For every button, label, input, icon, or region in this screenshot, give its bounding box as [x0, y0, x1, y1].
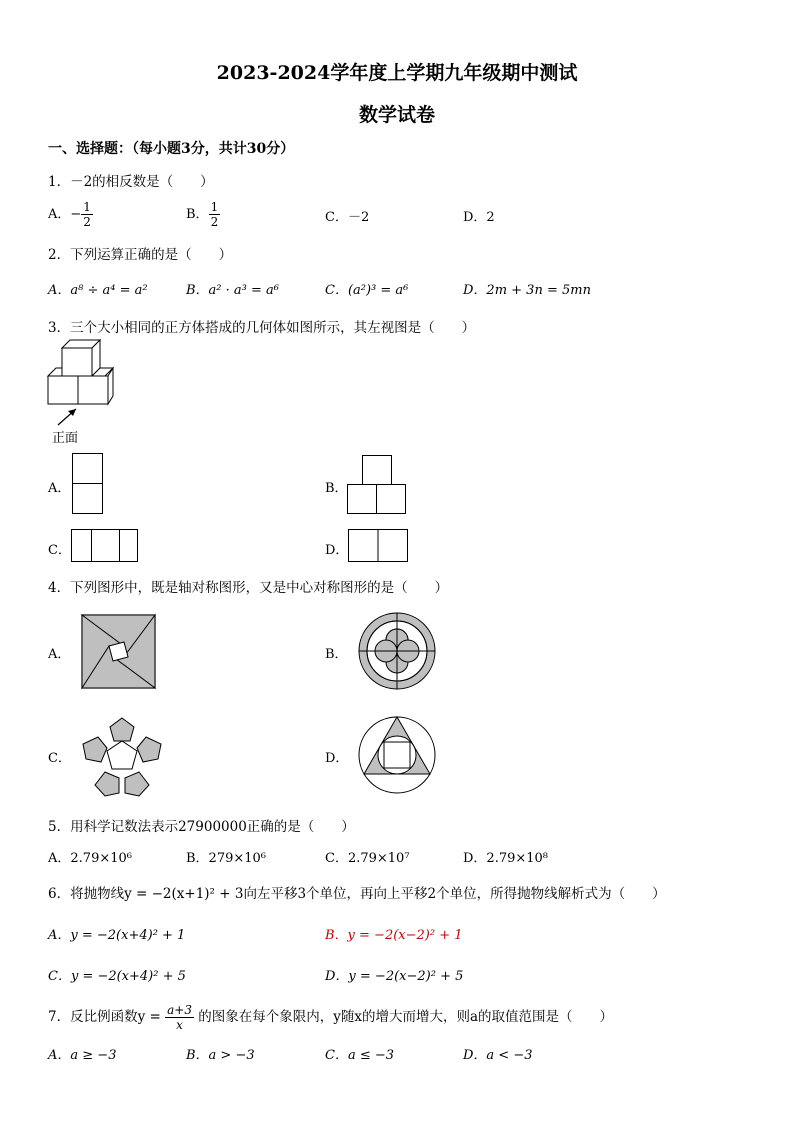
q5-option-d: D．2.79×10⁸ [463, 851, 549, 866]
q4-option-a: A． [48, 647, 71, 662]
question-7-stem [48, 1003, 613, 1032]
q6-option-c: C．y = −2(x+4)² + 5 [48, 969, 186, 984]
section-heading: 一、选择题：（每小题3分，共计30分） [48, 141, 295, 157]
option-label: A． [48, 207, 71, 222]
q2-option-c: C．(a²)³ = a⁶ [325, 283, 409, 298]
q3-option-b: B． [325, 481, 348, 496]
frac-numerator: 1 [83, 200, 91, 214]
question-5-stem: 5．用科学记数法表示27900000正确的是（ ） [48, 819, 355, 835]
q7-stem-post: 的图象在每个象限内，y随x的增大而增大，则a的取值范围是（ ） [198, 1009, 614, 1025]
frac-denominator: x [176, 1018, 183, 1032]
q1-option-c: C．－2 [325, 210, 370, 225]
option-b-stacked-squares [347, 455, 407, 515]
exam-subtitle: 数学试卷 [358, 104, 435, 126]
q1-option-a [48, 200, 93, 229]
question-1-stem: 1．－2的相反数是（ ） [48, 174, 214, 190]
q1-option-d: D．2 [463, 210, 495, 225]
q6-option-d: D．y = −2(x−2)² + 5 [325, 969, 464, 984]
q3-option-d: D． [325, 543, 349, 558]
q7-option-d: D．a < −3 [463, 1048, 533, 1063]
q7-option-b: B．a > −3 [186, 1048, 255, 1063]
q7-stem-pre: 7．反比例函数y = [48, 1009, 161, 1025]
question-2-stem: 2．下列运算正确的是（ ） [48, 247, 233, 263]
option-label: B． [186, 207, 209, 222]
q2-option-b: B．a² · a³ = a⁶ [186, 283, 279, 298]
question-6-stem: 6．将抛物线y = −2(x+1)² + 3向左平移3个单位，再向上平移2个单位，所得抛物线解析式为（ ） [48, 886, 666, 902]
frac-numerator: a+3 [167, 1003, 192, 1017]
q1-option-b [186, 200, 220, 229]
q5-option-b: B．279×10⁶ [186, 851, 267, 866]
q4-option-d: D． [325, 751, 349, 766]
minus-sign: − [70, 207, 82, 222]
exam-title: 2023-2024学年度上学期九年级期中测试 [216, 62, 578, 84]
q6-option-a: A．y = −2(x+4)² + 1 [48, 928, 186, 943]
figure-caption: 正面 [52, 431, 79, 446]
option-c-three-squares [71, 529, 139, 563]
q2-option-d: D．2m + 3n = 5mn [463, 283, 591, 298]
frac-denominator: 2 [83, 215, 91, 229]
q7-option-a: A．a ≥ −3 [48, 1048, 117, 1063]
q7-option-c: C．a ≤ −3 [325, 1048, 395, 1063]
q3-option-c: C． [48, 543, 71, 558]
question-3-stem: 3．三个大小相同的正方体搭成的几何体如图所示，其左视图是（ ） [48, 320, 476, 336]
q6-option-b: B．y = −2(x−2)² + 1 [325, 928, 463, 943]
q2-option-a: A．a⁸ ÷ a⁴ = a² [48, 283, 148, 298]
option-a-vertical-squares [72, 453, 104, 515]
question-4-stem: 4．下列图形中，既是轴对称图形，又是中心对称图形的是（ ） [48, 580, 449, 596]
q4-option-c: C． [48, 751, 71, 766]
q3-option-a: A． [48, 481, 71, 496]
circle-flower-figure [358, 612, 438, 692]
frac-numerator: 1 [210, 200, 219, 214]
pinwheel-square-figure [81, 614, 157, 690]
five-pentagons-figure [79, 716, 165, 798]
circle-triangle-square-figure [358, 716, 438, 796]
option-d-two-squares [348, 529, 410, 563]
q5-option-a: A．2.79×10⁶ [48, 851, 132, 866]
q5-option-c: C．2.79×10⁷ [325, 851, 410, 866]
q4-option-b: B． [325, 647, 348, 662]
frac-denominator: 2 [210, 215, 219, 229]
